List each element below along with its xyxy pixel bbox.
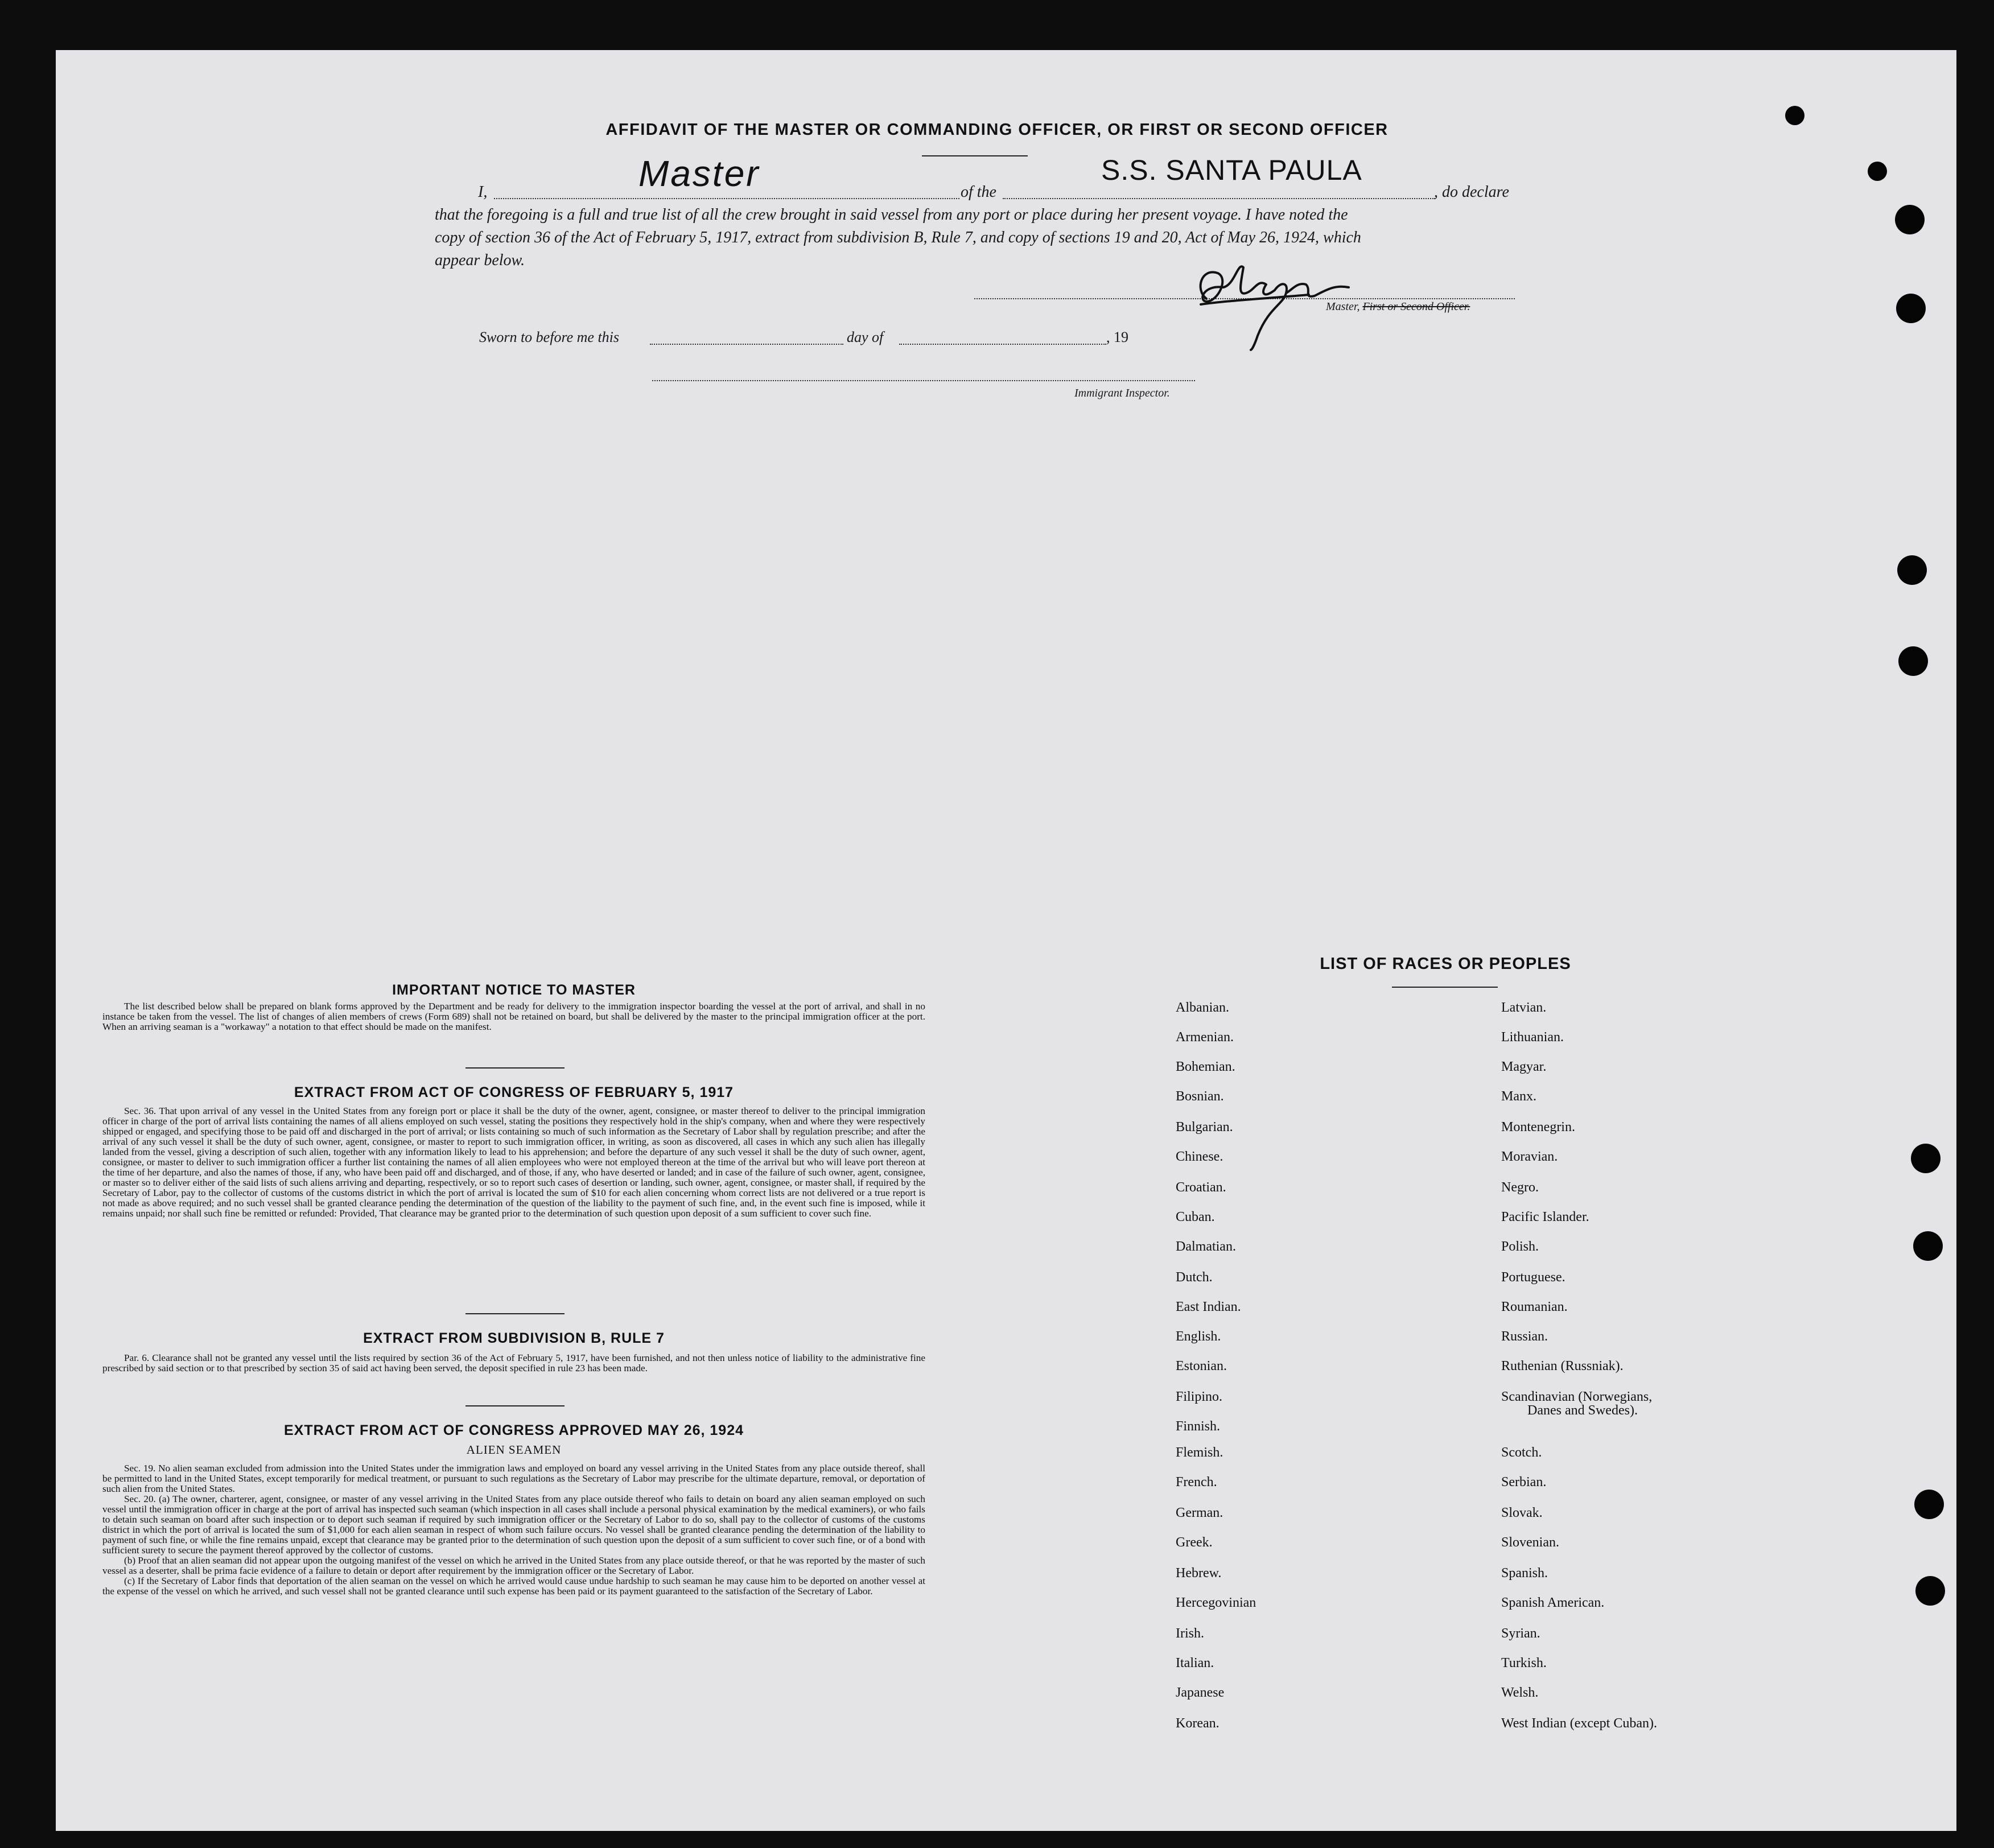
day-of-label: day of [847, 329, 884, 345]
race-item: Russian. [1501, 1329, 1548, 1344]
race-item: Danes and Swedes). [1527, 1403, 1638, 1418]
race-item: Syrian. [1501, 1626, 1540, 1641]
race-item: Montenegrin. [1501, 1120, 1575, 1135]
sworn-day-line [650, 344, 843, 345]
vessel-name-stamp: S.S. SANTA PAULA [1101, 154, 1362, 186]
race-item: Albanian. [1176, 1000, 1229, 1015]
extract-1924-title: EXTRACT FROM ACT OF CONGRESS APPROVED MAY 26, 1924 [283, 1422, 744, 1438]
race-item: Estonian. [1176, 1359, 1227, 1373]
race-item: Armenian. [1176, 1030, 1234, 1045]
race-item: Pacific Islander. [1501, 1210, 1589, 1224]
race-item: Polish. [1501, 1239, 1539, 1254]
extract-1917-title: EXTRACT FROM ACT OF CONGRESS OF FEBRUARY 5, 1917 [294, 1084, 734, 1100]
race-item: Japanese [1176, 1685, 1225, 1700]
race-item: Irish. [1176, 1626, 1204, 1641]
punch-hole [1897, 555, 1927, 585]
extract-rule7-text [102, 1353, 925, 1373]
extract-1924-subtitle: ALIEN SEAMEN [466, 1443, 562, 1457]
race-item: Bohemian. [1176, 1059, 1235, 1074]
title-rule [922, 155, 1028, 156]
section-divider [465, 1313, 565, 1314]
race-item: Scotch. [1501, 1445, 1542, 1460]
declaration-line-2: copy of section 36 of the Act of February 5, 1917, extract from subdivision B, Rule 7, and copy of sections 19 and 20, Act of May 26, 1924, which [435, 229, 1361, 246]
sec20a-paragraph: Sec. 20. (a) The owner, charterer, agent, consignee, or master of any vessel arriving in the United States from any place outside thereof who fails to detain on board any alien seaman employed on such vessel until the immigration officer in charge at the port of arrival has inspected such seaman (which inspection in all cases shall include a personal physical examination by the medical examiners), or who fails to detain such seaman on board after such inspection or to deport such seaman if required by such immigration officer or the Secretary of Labor to do so, shall pay to the collector of customs of the customs district in which the port of arrival is located the sum of $1,000 for each alien seaman in respect of whom such failure occurs. No vessel shall be granted clearance pending the determination of the liability to payment of such fine, or while the fine remains unpaid, except that clearance may be granted prior to the determination of such question upon the deposit of a sum sufficient to cover such fine, or of a bond with sufficient surety to secure the payment thereof approved by the collector of customs. [102, 1494, 925, 1556]
race-item: Hercegovinian [1176, 1595, 1256, 1610]
sec20b-paragraph: (b) Proof that an alien seaman did not appear upon the outgoing manifest of the vessel on which he arrived in the United States from any place outside thereof, or that he was reported by the master of such vessel as a deserter, shall be prima facie evidence of a failure to detain or deport after requirement by the immigration officer or the Secretary of Labor. [102, 1555, 925, 1576]
race-item: Filipino. [1176, 1389, 1223, 1404]
race-item: Moravian. [1501, 1149, 1558, 1164]
master-handwritten: Master [638, 153, 760, 194]
punch-hole [1913, 1231, 1943, 1261]
signature-caption-struck: First or Second Officer. [1362, 300, 1470, 313]
races-title-rule [1392, 987, 1498, 988]
vessel-field-line [1003, 198, 1435, 199]
race-item: Greek. [1176, 1535, 1213, 1550]
punch-hole [1915, 1576, 1945, 1606]
race-item: Welsh. [1501, 1685, 1539, 1700]
notice-text [102, 1001, 925, 1032]
extract-1924-text [102, 1463, 925, 1597]
race-item: Chinese. [1176, 1149, 1223, 1164]
extract-1917-paragraph: Sec. 36. That upon arrival of any vessel in the United States from any foreign port or place it shall be the duty of the owner, agent, consignee, or master thereof to deliver to the principal immigration officer in charge of the port of arrival lists containing the names of all aliens employed on such vessel, stating the positions they respectively hold in the ship's company, when and where they were respectively shipped or engaged, and specifying those to be paid off and discharged in the port of arrival; or lists containing so much of such information as the Secretary of Labor shall by regulation prescribe; and after the arrival of any such vessel it shall be the duty of such owner, agent, consignee, or master to report to such immigration officer, in writing, as soon as discovered, all cases in which any such alien has illegally landed from the vessel, giving a description of such alien, together with any information likely to lead to his apprehension; and before the departure of any such vessel it shall be the duty of such owner, agent, consignee, or master to deliver to such immigration officer a further list containing the names of all alien employees who were not employed thereon at the time of the arrival but who will leave port thereon at the time of her departure, and also the names of those, if any, who have been paid off and discharged, and of those, if any, who have deserted or landed; and in case of the failure of such owner, agent, consignee, or master so to deliver either of the said lists of such aliens arriving and departing, respectively, or so to report such cases of desertion or landing, such owner, agent, consignee, or master shall, if required by the Secretary of Labor, pay to the collector of customs of the customs district in which the port of arrival is located the sum of $10 for each alien concerning whom correct lists are not delivered or a true report is not made as above required; and no such vessel shall be granted clearance pending the determination of the question of the liability to the payment of such fine, and, in the event such fine is imposed, while it remains unpaid; nor shall such fine be remitted or refunded: Provided, That clearance may be granted prior to the determination of such question upon deposit of a sum sufficient to cover such fine. [102, 1106, 925, 1219]
sworn-month-line [899, 344, 1106, 345]
race-item: Ruthenian (Russniak). [1501, 1359, 1624, 1373]
race-item: Negro. [1501, 1180, 1539, 1195]
notice-title: IMPORTANT NOTICE TO MASTER [392, 982, 636, 998]
punch-hole [1896, 294, 1926, 323]
section-divider [465, 1067, 565, 1069]
race-item: Bulgarian. [1176, 1120, 1233, 1135]
i-label: I, [478, 183, 488, 201]
declare-label: , do declare [1434, 183, 1509, 201]
race-item: Korean. [1176, 1716, 1220, 1731]
signature-caption [1326, 300, 1470, 314]
race-item: French. [1176, 1475, 1217, 1490]
races-title: LIST OF RACES OR PEOPLES [1320, 955, 1571, 973]
race-item: Bosnian. [1176, 1089, 1224, 1104]
extract-rule7-title: EXTRACT FROM SUBDIVISION B, RULE 7 [363, 1330, 665, 1346]
sworn-label: Sworn to before me this [479, 329, 620, 345]
declaration-line-3: appear below. [435, 251, 525, 269]
race-item: Hebrew. [1176, 1566, 1222, 1581]
inspector-signature-line [652, 380, 1195, 381]
race-item: Turkish. [1501, 1656, 1547, 1670]
race-item: East Indian. [1176, 1300, 1241, 1314]
sec19-paragraph: Sec. 19. No alien seaman excluded from admission into the United States under the immigration laws and employed on board any vessel arriving in the United States from any place outside thereof, shall be permitted to land in the United States, except temporarily for medical treatment, or pursuant to such regulations as the Secretary of Labor may prescribe for the ultimate departure, removal, or deportation of such alien from the United States. [102, 1463, 925, 1494]
race-item: Manx. [1501, 1089, 1536, 1104]
declaration-line-1: that the foregoing is a full and true list of all the crew brought in said vessel from any port or place during her present voyage. I have noted the [435, 206, 1348, 224]
notice-paragraph: The list described below shall be prepared on blank forms approved by the Department and be ready for delivery to the immigration inspector boarding the vessel at the port of arrival, and shall in no instance be taken from the vessel. The list of changes of alien members of crews (Form 689) shall not be retained on board, but shall be delivered by the master to the principal immigration officer at the port. When an arriving seaman is a "workaway" a notation to that effect should be made on the manifest. [102, 1001, 925, 1032]
race-item: Serbian. [1501, 1475, 1547, 1490]
race-item: Magyar. [1501, 1059, 1547, 1074]
race-item: Scandinavian (Norwegians, [1501, 1389, 1653, 1404]
master-field-line [494, 198, 959, 199]
punch-hole [1868, 162, 1887, 181]
race-item: Flemish. [1176, 1445, 1223, 1460]
race-item: West Indian (except Cuban). [1501, 1716, 1657, 1731]
punch-hole [1914, 1490, 1944, 1519]
sec20c-paragraph: (c) If the Secretary of Labor finds that deportation of the alien seaman on the vessel on which he arrived would cause undue hardship to such seaman he may cause him to be deported on another vessel at the expense of the vessel on which he arrived, and such vessel shall not be granted clearance until such expense has been paid or its payment guaranteed to the satisfaction of the Secretary of Labor. [102, 1575, 925, 1597]
race-item: Cuban. [1176, 1210, 1215, 1224]
race-item: Spanish American. [1501, 1595, 1605, 1610]
inspector-label: Immigrant Inspector. [1074, 387, 1170, 399]
race-item: Spanish. [1501, 1566, 1548, 1581]
race-item: Latvian. [1501, 1000, 1547, 1015]
race-item: German. [1176, 1505, 1223, 1520]
punch-hole [1898, 646, 1928, 676]
of-the-label: of the [961, 183, 996, 201]
extract-rule7-paragraph: Par. 6. Clearance shall not be granted any vessel until the lists required by section 36 of the Act of February 5, 1917, have been furnished, and not then unless notice of liability to the administrative fine prescribed by said section or to that prescribed by section 35 of said act having been served, the deposit specified in rule 23 has been made. [102, 1352, 925, 1373]
race-item: Italian. [1176, 1656, 1214, 1670]
race-item: Dalmatian. [1176, 1239, 1236, 1254]
year-label: , 19 [1106, 329, 1128, 345]
signature-caption-master: Master, [1326, 300, 1360, 313]
race-item: Lithuanian. [1501, 1030, 1564, 1045]
race-item: English. [1176, 1329, 1221, 1344]
race-item: Croatian. [1176, 1180, 1226, 1195]
race-item: Finnish. [1176, 1419, 1221, 1434]
race-item: Portuguese. [1501, 1270, 1565, 1285]
affidavit-title: AFFIDAVIT OF THE MASTER OR COMMANDING OFFICER, OR FIRST OR SECOND OFFICER [605, 121, 1389, 139]
extract-1917-text [102, 1106, 925, 1219]
race-item: Dutch. [1176, 1270, 1213, 1285]
race-item: Slovak. [1501, 1505, 1543, 1520]
punch-hole [1911, 1144, 1941, 1173]
punch-hole [1895, 205, 1925, 234]
race-item: Roumanian. [1501, 1300, 1568, 1314]
race-item: Slovenian. [1501, 1535, 1559, 1550]
section-divider [465, 1405, 565, 1406]
